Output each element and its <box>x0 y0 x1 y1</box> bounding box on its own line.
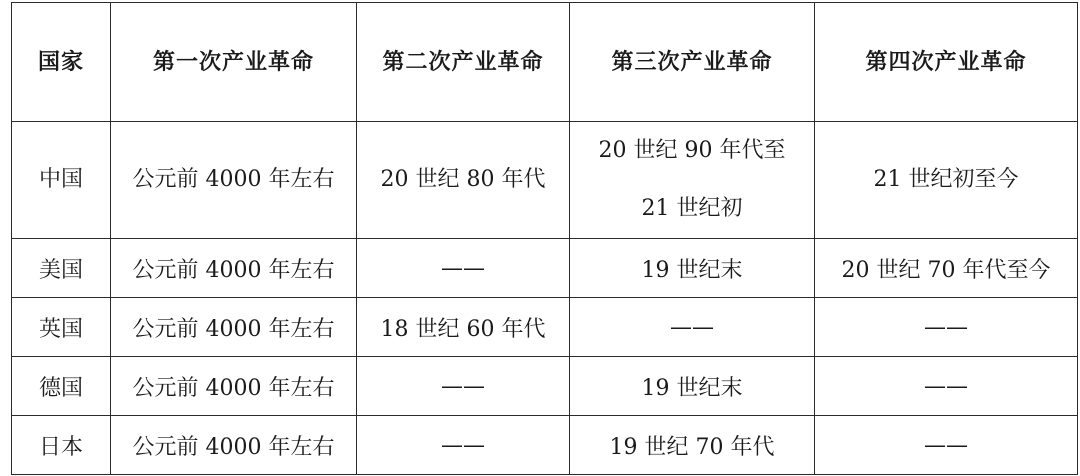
cell-third: 19 世纪末 <box>570 239 815 298</box>
cell-third: 19 世纪 70 年代 <box>570 416 815 475</box>
cell-first: 公元前 4000 年左右 <box>111 239 357 298</box>
cell-fourth: —— <box>815 416 1078 475</box>
header-country: 国家 <box>12 3 111 122</box>
cell-fourth: 21 世纪初至今 <box>815 122 1078 239</box>
cell-first: 公元前 4000 年左右 <box>111 298 357 357</box>
cell-fourth: —— <box>815 357 1078 416</box>
header-fourth-revolution: 第四次产业革命 <box>815 3 1078 122</box>
cell-second: 20 世纪 80 年代 <box>357 122 570 239</box>
cell-country: 美国 <box>12 239 111 298</box>
cell-second: —— <box>357 239 570 298</box>
table-row <box>12 416 1078 475</box>
cell-first: 公元前 4000 年左右 <box>111 416 357 475</box>
cell-first: 公元前 4000 年左右 <box>111 122 357 239</box>
cell-country: 日本 <box>12 416 111 475</box>
header-second-revolution <box>357 3 570 122</box>
cell-second: —— <box>357 357 570 416</box>
cell-third: —— <box>570 298 815 357</box>
industrial-revolution-table <box>11 2 1078 475</box>
cell-third: 19 世纪末 <box>570 357 815 416</box>
cell-first: 公元前 4000 年左右 <box>111 357 357 416</box>
cell-country: 德国 <box>12 357 111 416</box>
table-row <box>12 239 1078 298</box>
table-row <box>12 122 1078 239</box>
header-third-revolution: 第三次产业革命 <box>570 3 815 122</box>
table-body <box>12 122 1078 475</box>
cell-country: 英国 <box>12 298 111 357</box>
cell-country: 中国 <box>12 122 111 239</box>
cell-fourth: 20 世纪 70 年代至今 <box>815 239 1078 298</box>
cell-fourth: —— <box>815 298 1078 357</box>
cell-second: —— <box>357 416 570 475</box>
header-second-revolution-text: 第二次产业革命 <box>382 49 544 75</box>
cell-third <box>570 122 815 239</box>
cell-third-text: 20 世纪 90 年代至 21 世纪初 <box>598 138 786 221</box>
header-row <box>12 3 1078 122</box>
table-row <box>12 298 1078 357</box>
table-row <box>12 357 1078 416</box>
header-first-revolution: 第一次产业革命 <box>111 3 357 122</box>
table-header <box>12 3 1078 122</box>
cell-second: 18 世纪 60 年代 <box>357 298 570 357</box>
